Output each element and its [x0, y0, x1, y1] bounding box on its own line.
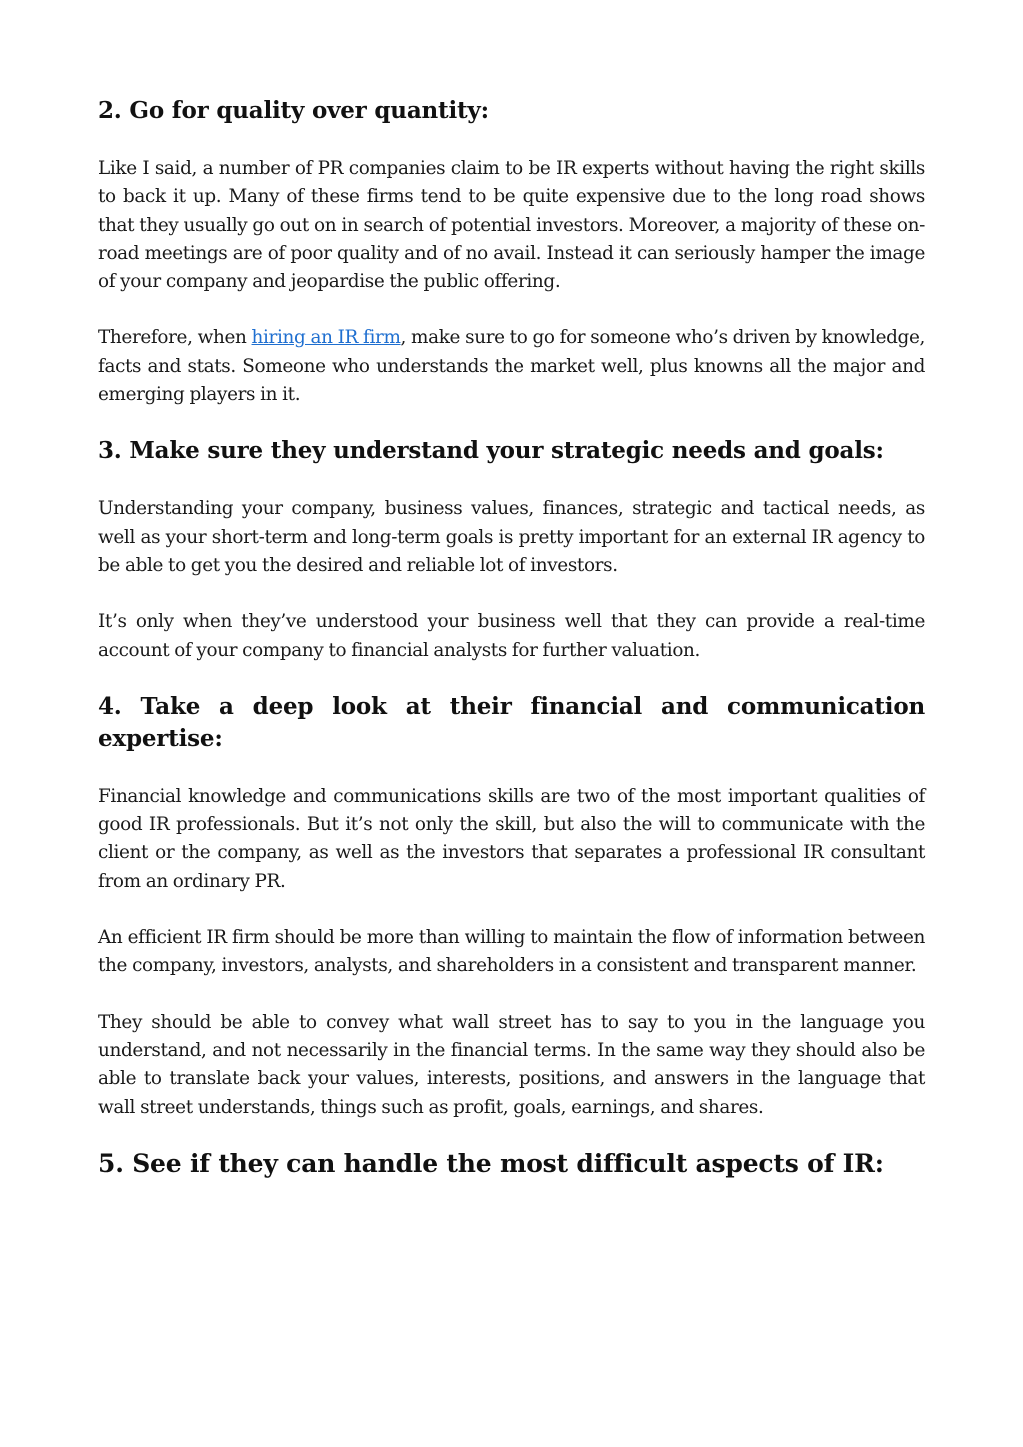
- section-2-paragraph-1: Like I said, a number of PR companies claim to be IR experts without having the right skills to back it up. Many of these firms tend to be quite expensive due to the long road shows that they usually go out on in search of potential investors. Moreover, a majority of these on-road meetings are of poor quality and of no avail. Instead it can seriously hamper the image of your company and jeopardise the public offering.: [98, 158, 925, 293]
- section-2-paragraph-2: [98, 324, 925, 409]
- section-4-paragraph-1: Financial knowledge and communications skills are two of the most important qualities of good IR professionals. But it’s not only the skill, but also the will to communicate with the client or the company, as well as the investors that separates a professional IR consultant from an ordinary PR.: [98, 785, 925, 892]
- hiring-ir-firm-link[interactable]: hiring an IR firm: [251, 327, 401, 349]
- section-4-paragraph-3: They should be able to convey what wall street has to say to you in the language you understand, and not necessarily in the financial terms. In the same way they should also be able to translate back your values, interests, positions, and answers in the language that wall street understands, things such as profit, goals, earnings, and shares.: [98, 1011, 925, 1118]
- section-heading-2: 2. Go for quality over quantity:: [98, 97, 489, 124]
- section-3-paragraph-1: Understanding your company, business values, finances, strategic and tactical needs, as well as your short-term and long-term goals is pretty important for an external IR agency to be able to get you the desired and reliable lot of investors.: [98, 498, 925, 576]
- paragraph-text-before-link: Therefore, when: [98, 327, 252, 349]
- section-3-paragraph-2: It’s only when they’ve understood your business well that they can provide a real-time account of your company to financial analysts for further valuation.: [98, 611, 925, 661]
- document-page: [98, 95, 925, 1180]
- paragraph-text-after-link: , make sure to go for someone who’s driven by knowledge, facts and stats. Someone who understands the market well, plus knowns all the major and emerging players in it.: [98, 327, 925, 406]
- section-heading-4: 4. Take a deep look at their financial and communication expertise:: [98, 692, 925, 752]
- section-heading-5: 5. See if they can handle the most difficult aspects of IR:: [98, 1148, 884, 1178]
- section-4-paragraph-2: An efficient IR firm should be more than willing to maintain the flow of information between the company, investors, analysts, and shareholders in a consistent and transparent manner.: [98, 927, 925, 977]
- section-heading-3: 3. Make sure they understand your strategic needs and goals:: [98, 437, 884, 465]
